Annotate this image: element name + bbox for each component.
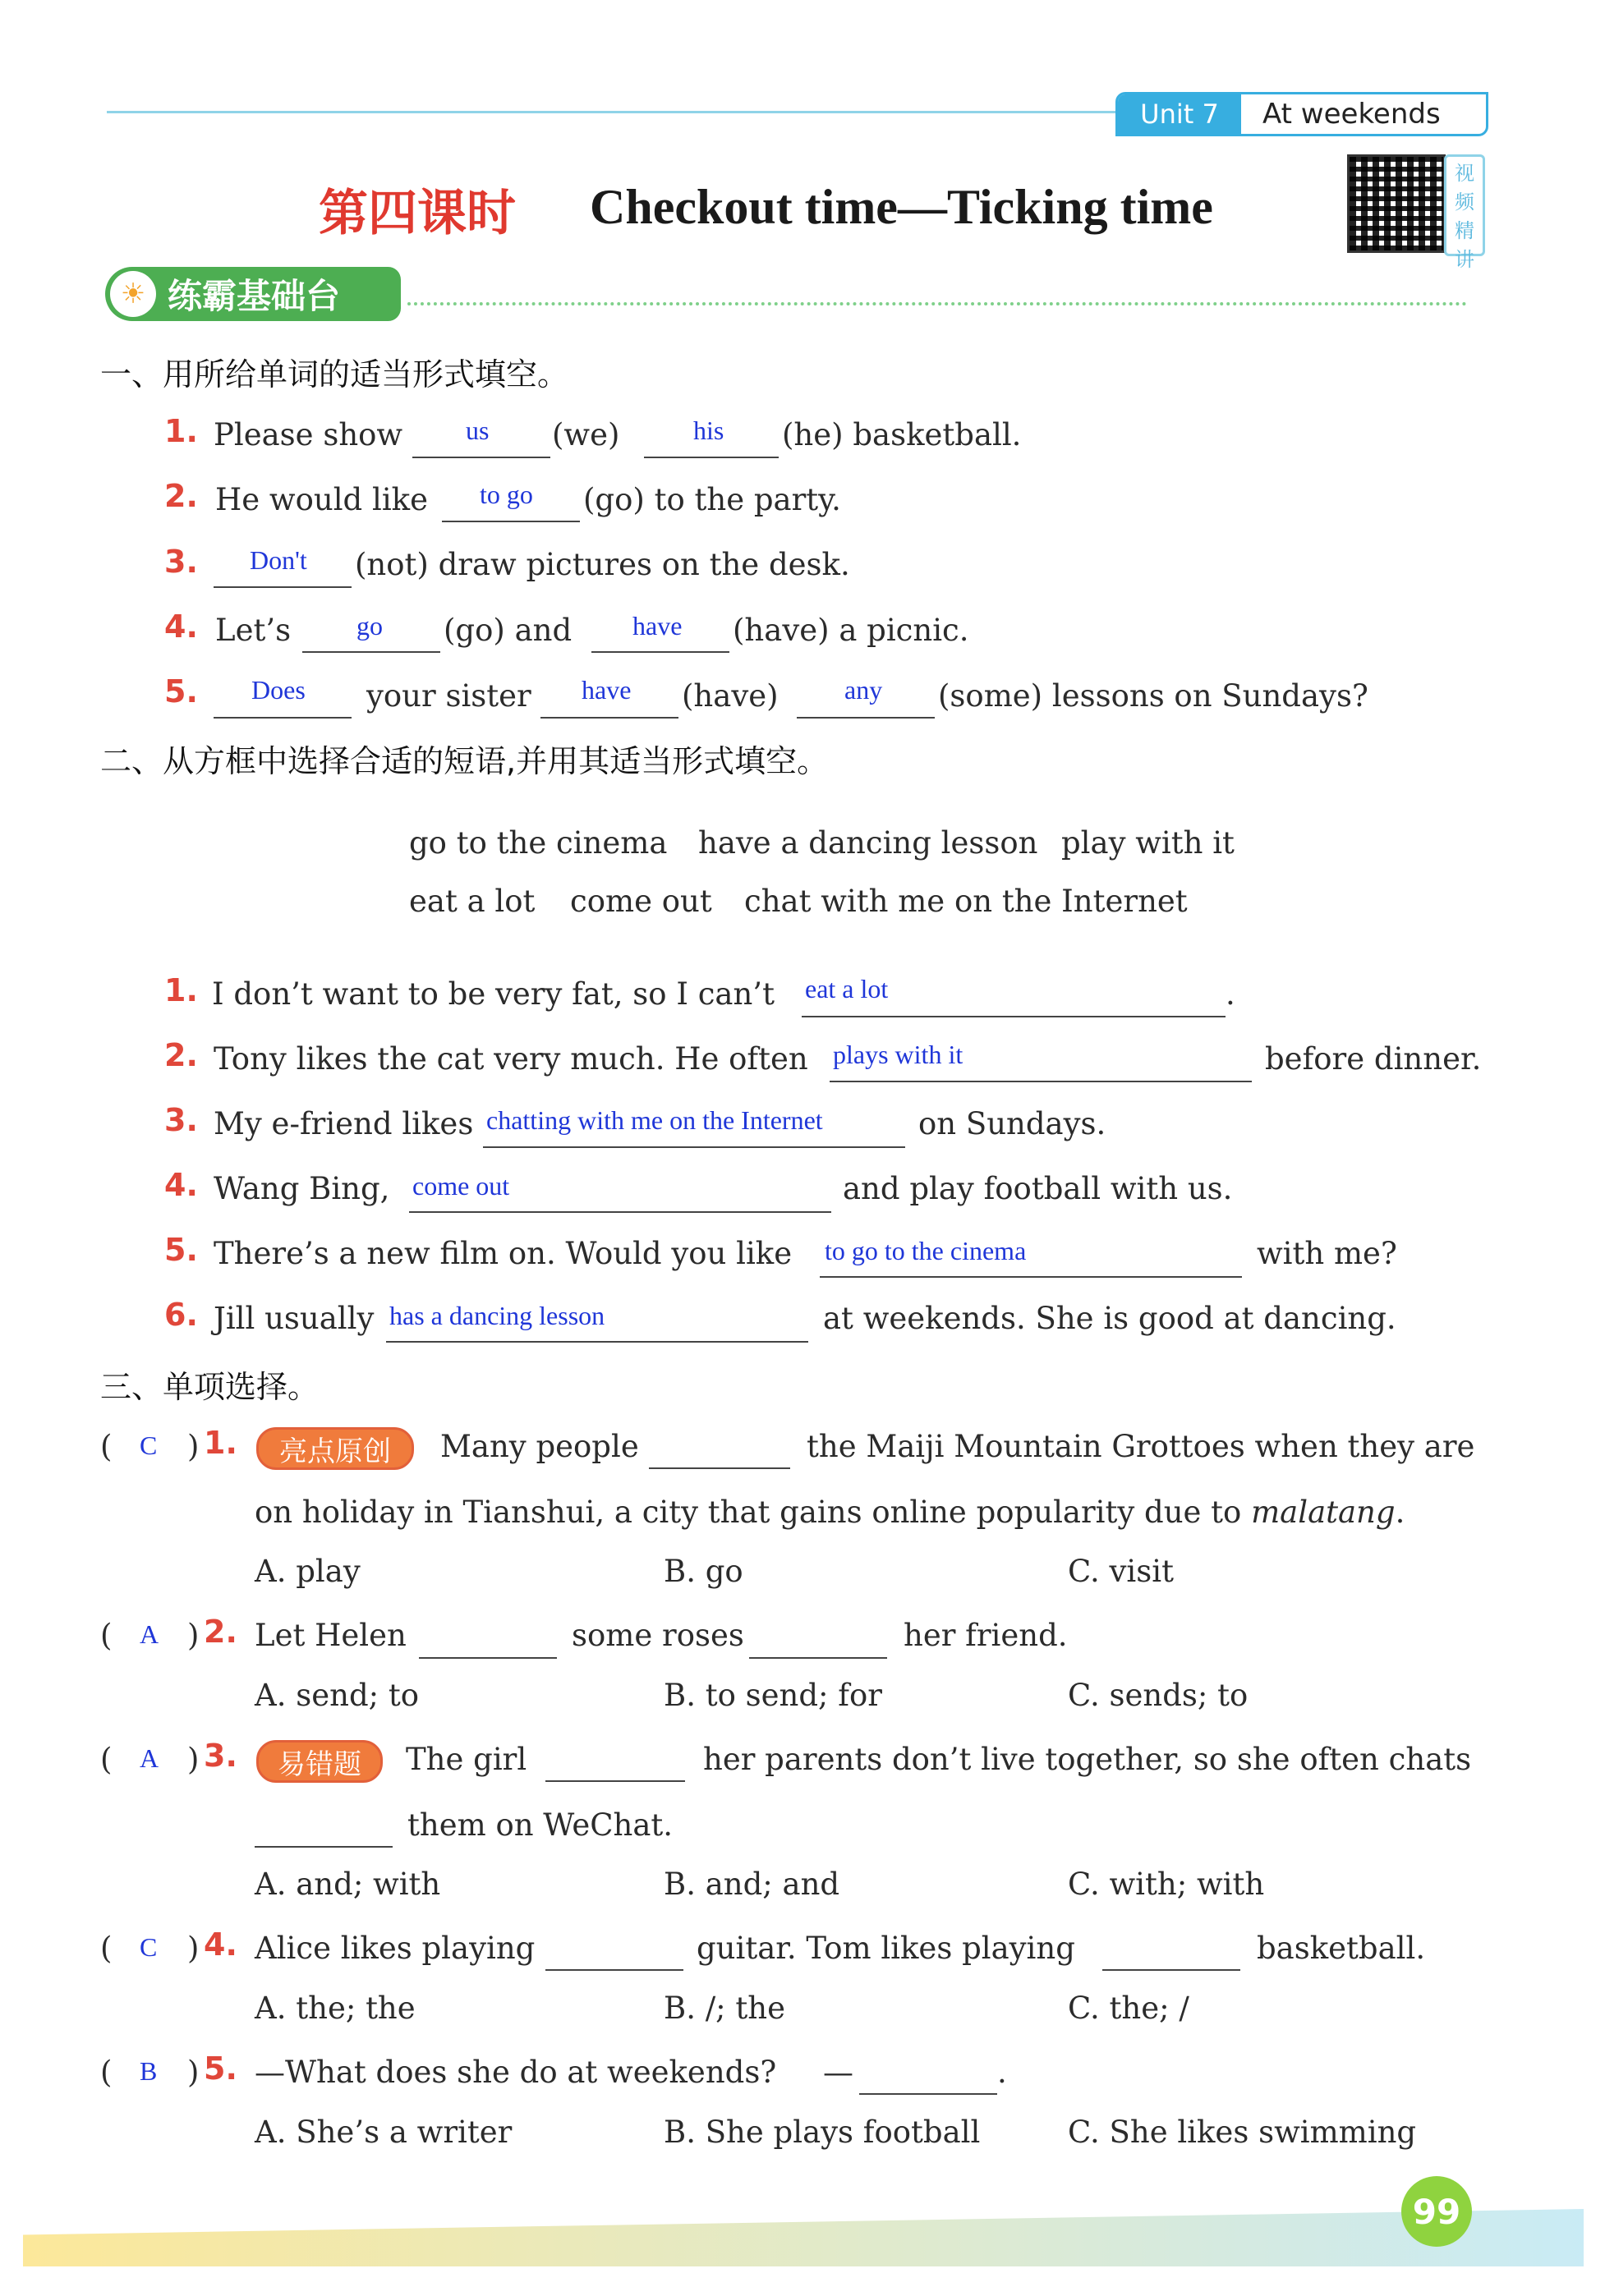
item-text: her parents don’t live together, so she often chats [703, 1742, 1472, 1777]
choice-answer: A [140, 1619, 159, 1649]
answer-blank[interactable] [644, 457, 779, 458]
choice-answer: B [140, 2056, 158, 2086]
answer-text: come out [412, 1171, 510, 1201]
answer-text: to go [480, 480, 533, 509]
header-rule [107, 111, 1117, 113]
answer-paren-close: ) [187, 1618, 200, 1653]
item-text: —What does she do at weekends? [255, 2055, 777, 2090]
choice-answer: C [140, 1430, 158, 1460]
option-c[interactable]: C. with; with [1068, 1867, 1265, 1902]
option-c[interactable]: C. the; / [1068, 1991, 1189, 2026]
option-a[interactable]: A. send; to [255, 1678, 420, 1713]
item-number: 1. [204, 1425, 237, 1461]
item-text: (go) to the party. [583, 482, 841, 517]
answer-text: has a dancing lesson [389, 1301, 605, 1330]
item-number: 6. [164, 1297, 198, 1333]
phrase-option: go to the cinema [409, 825, 668, 861]
qr-side-char: 精 [1455, 219, 1474, 242]
answer-paren-open: ( [100, 1931, 113, 1966]
item-number: 4. [204, 1926, 237, 1963]
item-text: The girl [406, 1742, 527, 1777]
item-text: (not) draw pictures on the desk. [355, 547, 850, 582]
item-text: on Sundays. [918, 1106, 1106, 1141]
item-text: Wang Bing, [214, 1171, 390, 1206]
qr-side-char: 频 [1455, 191, 1474, 214]
answer-blank[interactable] [649, 1467, 790, 1469]
item-text: at weekends. She is good at dancing. [823, 1301, 1396, 1336]
answer-paren-close: ) [187, 1931, 200, 1966]
option-b[interactable]: B. go [664, 1554, 743, 1589]
option-a[interactable]: A. the; the [255, 1991, 416, 2026]
item-text: with me? [1257, 1236, 1397, 1271]
option-b[interactable]: B. She plays football [664, 2115, 981, 2150]
item-text: He would like [215, 482, 428, 517]
item-text: and play football with us. [843, 1171, 1233, 1206]
answer-blank[interactable] [802, 1016, 1226, 1017]
choice-answer: C [140, 1932, 158, 1962]
answer-text: chatting with me on the Internet [486, 1105, 823, 1135]
item-number: 3. [164, 1102, 198, 1138]
item-text: (go) and [444, 613, 573, 648]
video-explain-label [1444, 154, 1485, 271]
answer-blank[interactable] [409, 1211, 831, 1213]
answer-blank[interactable] [797, 717, 935, 719]
item-text: (he) basketball. [782, 417, 1022, 452]
original-tag: 亮点原创 [256, 1427, 414, 1470]
answer-blank[interactable] [483, 1146, 905, 1148]
answer-text: us [466, 416, 490, 445]
phrase-option: chat with me on the Internet [744, 884, 1188, 919]
answer-blank[interactable] [830, 1081, 1252, 1082]
item-number: 3. [164, 544, 198, 580]
answer-blank[interactable] [545, 1969, 683, 1971]
item-text: — [823, 2055, 853, 2090]
item-text: Let Helen [255, 1618, 407, 1653]
answer-paren-open: ( [100, 1429, 113, 1464]
unit-tab [1115, 92, 1488, 136]
sun-icon: ☀ [110, 271, 156, 317]
item-text: . [997, 2055, 1007, 2090]
item-text: the Maiji Mountain Grottoes when they are [807, 1429, 1475, 1464]
answer-text: eat a lot [805, 974, 889, 1003]
phrase-option: play with it [1061, 825, 1235, 861]
choice-answer: A [140, 1743, 159, 1773]
item-number: 2. [164, 478, 198, 514]
item-text: Alice likes playing [255, 1931, 536, 1966]
answer-blank[interactable] [859, 2093, 997, 2095]
option-b[interactable]: B. to send; for [664, 1678, 882, 1713]
answer-blank[interactable] [820, 1276, 1242, 1278]
answer-text: Does [251, 675, 306, 705]
item-number: 4. [164, 608, 198, 645]
answer-paren-open: ( [100, 1618, 113, 1653]
phrase-option: come out [570, 884, 712, 919]
error-prone-tag: 易错题 [256, 1740, 383, 1783]
answer-text: plays with it [833, 1040, 963, 1069]
item-text: them on WeChat. [407, 1807, 674, 1843]
answer-text: Don't [250, 545, 307, 575]
item-text: (we) [552, 417, 620, 452]
item-number: 1. [164, 972, 198, 1008]
answer-text: his [693, 416, 724, 445]
item-text: Jill usually [214, 1301, 375, 1336]
answer-blank[interactable] [302, 651, 440, 653]
part2-heading: 二、从方框中选择合适的短语,并用其适当形式填空。 [100, 743, 829, 779]
answer-text: have [582, 675, 632, 705]
item-number: 2. [204, 1614, 237, 1650]
option-c[interactable]: C. She likes swimming [1068, 2115, 1417, 2150]
item-number: 5. [204, 2050, 237, 2087]
item-text: Many people [440, 1429, 639, 1464]
option-a[interactable]: A. play [255, 1554, 361, 1589]
item-number: 4. [164, 1167, 198, 1203]
item-text: (some) lessons on Sundays? [938, 678, 1368, 714]
answer-blank[interactable] [386, 1341, 808, 1343]
answer-blank[interactable] [412, 457, 550, 458]
option-c[interactable]: C. sends; to [1068, 1678, 1249, 1713]
item-text: her friend. [904, 1618, 1068, 1653]
part1-heading: 一、用所给单词的适当形式填空。 [100, 356, 569, 393]
answer-paren-close: ) [187, 1742, 200, 1777]
qr-code-icon[interactable] [1347, 154, 1446, 253]
item-text: before dinner. [1265, 1041, 1482, 1077]
footer-band [23, 2209, 1584, 2266]
answer-text: to go to the cinema [825, 1236, 1027, 1265]
dotted-divider [407, 302, 1467, 305]
item-number: 3. [204, 1738, 237, 1774]
item-text: some roses [572, 1618, 744, 1653]
lesson-title-cn: 第四课时 [319, 185, 516, 242]
q1-line2-end: . [1395, 1495, 1405, 1530]
option-c[interactable]: C. visit [1068, 1554, 1174, 1589]
answer-blank[interactable] [255, 1846, 393, 1848]
item-number: 5. [164, 1232, 198, 1268]
answer-text: go [356, 611, 383, 641]
answer-blank[interactable] [591, 651, 729, 653]
option-b[interactable]: B. /; the [664, 1991, 785, 2026]
item-text: Let’s [215, 613, 292, 648]
option-a[interactable]: A. and; with [255, 1867, 441, 1902]
section-badge [105, 267, 401, 321]
item-number: 5. [164, 673, 198, 709]
item-text: Please show [214, 417, 403, 452]
part3-heading: 三、单项选择。 [100, 1369, 320, 1405]
unit-label: Unit 7 [1118, 94, 1241, 134]
item-text: basketball. [1257, 1931, 1426, 1966]
answer-text: any [844, 675, 883, 705]
phrase-option: eat a lot [409, 884, 536, 919]
item-number: 1. [164, 413, 198, 449]
item-text: (have) a picnic. [733, 613, 969, 648]
page-number: 99 [1401, 2176, 1472, 2247]
item-text: My e-friend likes [214, 1106, 474, 1141]
lesson-title-en: Checkout time—Ticking time [590, 180, 1213, 234]
q1-line2: on holiday in Tianshui, a city that gains online popularity due to [255, 1495, 1242, 1530]
qr-side-char: 讲 [1455, 248, 1474, 271]
item-text: I don’t want to be very fat, so I can’t [212, 976, 775, 1012]
answer-blank[interactable] [1102, 1969, 1240, 1971]
option-b[interactable]: B. and; and [664, 1867, 840, 1902]
item-text: your sister [366, 678, 531, 714]
item-text: (have) [682, 678, 779, 714]
answer-text: have [632, 611, 683, 641]
item-text: guitar. Tom likes playing [697, 1931, 1075, 1966]
answer-blank[interactable] [540, 717, 678, 719]
answer-paren-close: ) [187, 2055, 200, 2090]
answer-paren-close: ) [187, 1429, 200, 1464]
item-text: Tony likes the cat very much. He often [214, 1041, 808, 1077]
section-badge-text: 练霸基础台 [168, 276, 341, 316]
answer-blank[interactable] [419, 1657, 557, 1659]
answer-paren-open: ( [100, 1742, 113, 1777]
item-text: . [1226, 976, 1235, 1012]
answer-blank[interactable] [214, 586, 352, 588]
answer-blank[interactable] [214, 717, 352, 719]
answer-blank[interactable] [749, 1657, 887, 1659]
item-number: 2. [164, 1037, 198, 1073]
unit-title: At weekends [1262, 98, 1441, 131]
phrase-option: have a dancing lesson [698, 825, 1038, 861]
answer-blank[interactable] [442, 521, 580, 522]
option-a[interactable]: A. She’s a writer [255, 2115, 513, 2150]
qr-side-char: 视 [1455, 162, 1474, 185]
answer-blank[interactable] [545, 1780, 685, 1782]
item-text: There’s a new film on. Would you like [214, 1236, 793, 1271]
q1-italic-word: malatang [1251, 1495, 1396, 1530]
answer-paren-open: ( [100, 2055, 113, 2090]
item-text [255, 1495, 1405, 1530]
